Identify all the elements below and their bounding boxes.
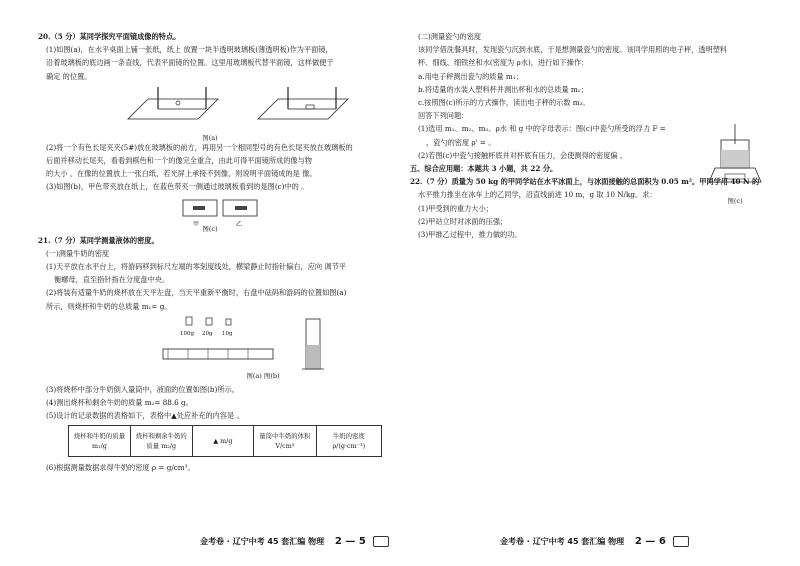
q21-line: (2)将装有适量牛奶的烧杯放在天平左盘，当天平重新平衡时，右盘中砝码和游码的位置如图(a) — [46, 288, 347, 298]
left-column — [38, 30, 382, 475]
mirror-setup-drawings — [38, 85, 382, 129]
part2-line: (二)测量瓷勺的密度 — [418, 32, 482, 41]
q21-line: 所示，则烧杯和牛奶的总质量 m₁= g。 — [46, 301, 172, 311]
right-column — [410, 30, 766, 241]
q22-line: (3)甲推乙过程中，推力做的功。 — [418, 230, 522, 240]
left-page-number: 2 — 5 — [334, 536, 366, 547]
part2-line: 回答下列问题： — [418, 111, 469, 121]
clip-label-a: 甲 — [193, 220, 200, 228]
figure-a-caption: 图(a) — [202, 134, 218, 143]
part2-line: a.用电子秤测出瓷勺的质量 m₁； — [418, 71, 523, 81]
table-cell: ▲ m/g — [192, 426, 253, 457]
q20-line: (2)将一个有色长尾夹夹(5#)放在玻璃板的前方，再用另一个相同型号的有色长尾夹放在玻璃板的 — [46, 142, 353, 152]
q21-line: (3)将烧杯中部分牛奶倒入量筒中，液面的位置如图(b)所示。 — [46, 384, 239, 394]
table-cell: 量筒中牛奶的体积 V/cm³ — [254, 426, 317, 457]
q21-line: (4)测出烧杯和剩余牛奶的质量 m₂= 88.6 g。 — [46, 398, 193, 408]
scale-with-cup-drawing — [705, 122, 765, 192]
q22-line: 水平推力推坐在冰车上的乙同学，沿直线前进 10 m，g 取 10 N/kg。求： — [418, 190, 657, 200]
part2-line: (1)选用 m₁、m₂、m₃、ρ水 和 g 中的字母表示：图(c)中瓷勺所受的浮力 F = — [418, 124, 666, 134]
q21-line: (6)根据测量数据求得牛奶的密度 ρ = g/cm³。 — [46, 463, 195, 473]
table-cell: 烧杯和剩余牛奶的质量 m₂/g — [130, 426, 192, 457]
left-footer — [200, 536, 389, 547]
part2-line: c.按照图(c)所示的方式操作，读出电子秤的示数 m₃。 — [418, 98, 590, 108]
q20-line: 后面并移动长尾夹，看看到棋色和一个的像完全重合，由此可得平面镜所成的像与物 — [46, 156, 312, 166]
weight-20g: 20g — [202, 330, 213, 337]
q21-line: 衡螺母，直至指针指在分度盘中央。 — [54, 275, 170, 285]
figure-balance-cylinder — [38, 315, 382, 381]
q22-line: (2)甲站立时对冰面的压强； — [418, 216, 508, 226]
q20-line: 沿着玻璃板的底边画一条直线，代表平面镜的位置。这里用玻璃板代替平面镜，这样做便于 — [46, 58, 334, 68]
figure-c-caption: 图(c) — [202, 224, 218, 233]
q22-line: (1)甲受到的重力大小； — [418, 203, 493, 213]
table-row — [69, 426, 382, 457]
publisher-logo-icon — [673, 536, 689, 547]
q20-line: (1)如图(a)，在水平桌面上铺一张纸，纸上 放置一块半透明玻璃板(薄透明板)作为平面镜， — [46, 45, 333, 55]
figure-a-mirror-setup — [38, 85, 382, 143]
q21-line: (一)测量牛奶的密度 — [46, 248, 110, 258]
table-cell: 牛奶的密度 ρ/(g·cm⁻³) — [316, 426, 381, 457]
part2-line: 该同学借洗餐具时，发现瓷勺沉到水底，于是想测量瓷勺的密度。该同学用照的电子秤，透明塑料 — [418, 45, 728, 55]
q20-line: 确定 的位置。 — [46, 71, 92, 81]
right-footer — [500, 536, 689, 547]
q20-line: 的大小 ，在像的位置放上一张白纸，若光屏上承接不到像，则说明平面镜成的是 像。 — [46, 169, 317, 179]
part2-line: 杯、细线、细铁丝和水(密度为 ρ水)，进行如下操作： — [418, 58, 589, 68]
right-footer-text: 金考卷 · 辽宁中考 45 套汇编 物理 — [500, 537, 625, 546]
left-footer-text: 金考卷 · 辽宁中考 45 套汇编 物理 — [200, 537, 325, 546]
clip-choices — [38, 196, 382, 220]
clip-label-b: 乙 — [236, 220, 243, 228]
q22-title: 22.（7 分）质量为 50 kg 的甲同学站在水平冰面上，与冰面接触的总面积为 0.05 m²。甲同学用 40 N 的 — [410, 177, 760, 187]
q20-title: 20.（5 分）某同学探究平面镜成像的特点。 — [38, 32, 181, 41]
weight-10g: 10g — [222, 330, 233, 337]
part2-line: ，瓷勺的密度 ρ' = 。 — [426, 137, 496, 147]
right-page-number: 2 — 6 — [634, 536, 666, 547]
figure-c-right-caption: 图(c) — [727, 197, 743, 206]
figure-ab-caption: 图(a) 图(b) — [246, 371, 280, 380]
figure-c-clips — [38, 196, 382, 232]
publisher-logo-icon — [373, 536, 389, 547]
weight-100g: 100g — [180, 330, 195, 337]
q21-line: (1)天平放在水平台上，将游码移到标尺左端的零刻度线处，横梁静止时指针偏右，应向 调节平 — [46, 262, 346, 272]
q21-title: 21.（7 分）某同学测量液体的密度。 — [38, 235, 159, 245]
table-cell: 烧杯和牛奶的质量 m₁/g — [69, 426, 131, 457]
figure-c-scale — [705, 122, 765, 206]
section-5-heading: 五、综合应用题：本题共 3 小题，共 22 分。 — [410, 164, 558, 174]
record-table — [68, 425, 382, 457]
q20-line: (3)如图(b)，甲色带夹放在纸上，在蓝色带夹一侧通过玻璃板看到的是图(c)中的 。 — [46, 182, 309, 192]
part2-line: (2)若图(c)中瓷勺接触杯底并对杯底有压力，会使测得的密度偏 。 — [418, 150, 627, 160]
part2-line: b.将适量的水装入塑料杯并测出杯和水的总质量 m₂； — [418, 84, 588, 94]
q21-line: (5)设计的记录数据的表格如下，表格中▲处应补充的内容是 。 — [46, 411, 244, 421]
